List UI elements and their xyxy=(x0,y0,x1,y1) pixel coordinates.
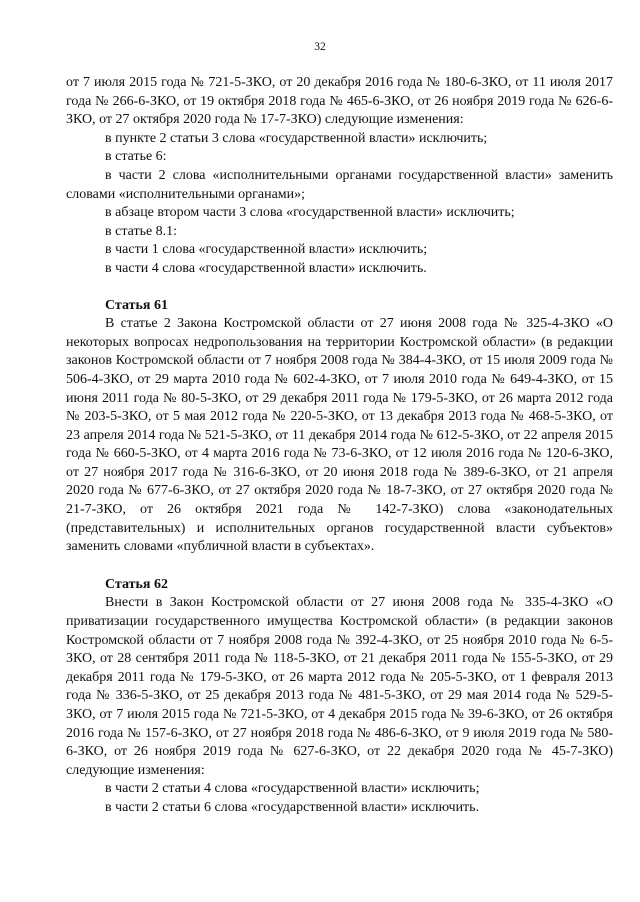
intro-item: в части 2 слова «исполнительными органами государственной власти» заменить словами «исполнительными органами»; xyxy=(66,167,613,202)
intro-item: в абзаце втором части 3 слова «государственной власти» исключить; xyxy=(105,205,515,221)
document-body xyxy=(66,74,613,818)
intro-item: в части 1 слова «государственной власти» исключить; xyxy=(105,242,428,258)
intro-item: в пункте 2 статьи 3 слова «государственной власти» исключить; xyxy=(105,130,488,146)
article-62-paragraph: Внести в Закон Костромской области от 27 июня 2008 года № 335-4-ЗКО «О приватизации государственного имущества Костромской области» (в редакции законов Костромской области от 7 ноября 2008 года № 392-4-ЗКО, от 25 ноября 2010 года № 6-5-ЗКО, от 28 сентября 2011 года № 118-5-ЗКО, от 21 декабря 2011 года № 155-5-ЗКО, от 29 декабря 2011 года № 179-5-ЗКО, от 26 марта 2012 года № 205-5-ЗКО, от 1 февраля 2013 года № 336-5-ЗКО, от 25 декабря 2013 года № 481-5-ЗКО, от 29 мая 2014 года № 529-5-ЗКО, от 7 июля 2015 года № 721-5-ЗКО, от 4 декабря 2015 года № 39-6-ЗКО, от 26 октября 2016 года № 157-6-ЗКО, от 27 ноября 2018 года № 486-6-ЗКО, от 9 июля 2019 года № 580-6-ЗКО, от 26 ноября 2019 года № 627-6-ЗКО, от 22 декабря 2020 года № 45-7-ЗКО) следующие изменения: xyxy=(66,595,613,778)
intro-item: в статье 8.1: xyxy=(105,223,178,239)
article-62-heading: Статья 62 xyxy=(105,576,168,592)
section-spacer xyxy=(66,557,613,576)
article-61-heading: Статья 61 xyxy=(105,297,168,313)
intro-item: в статье 6: xyxy=(105,149,167,165)
article-61-paragraph: В статье 2 Закона Костромской области от 27 июня 2008 года № 325-4-ЗКО «О некоторых вопросах недропользования на территории Костромской области» (в редакции законов Костромской области от 7 ноября 2008 года № 384-4-ЗКО, от 15 июля 2009 года № 506-4-ЗКО, от 29 марта 2010 года № 602-4-ЗКО, от 7 июля 2010 года № 649-4-ЗКО, от 15 июня 2011 года № 80-5-ЗКО, от 29 декабря 2011 года № 179-5-ЗКО, от 26 марта 2012 года № 203-5-ЗКО, от 5 мая 2012 года № 220-5-ЗКО, от 13 декабря 2013 года № 468-5-ЗКО, от 23 апреля 2014 года № 521-5-ЗКО, от 11 декабря 2014 года № 612-5-ЗКО, от 22 апреля 2015 года № 660-5-ЗКО, от 4 марта 2016 года № 73-6-ЗКО, от 12 июля 2016 года № 120-6-ЗКО, от 27 ноября 2017 года № 316-6-ЗКО, от 20 июня 2018 года № 389-6-ЗКО, от 21 апреля 2020 года № 677-6-ЗКО, от 27 октября 2020 года № 18-7-ЗКО, от 27 октября 2020 года № 21-7-ЗКО, от 26 октября 2021 года № 142-7-ЗКО) слова «законодательных (представительных) и исполнительных органов государственной власти субъектов» заменить словами «публичной власти в субъектах». xyxy=(66,316,613,555)
intro-item: в части 4 слова «государственной власти» исключить. xyxy=(105,260,427,276)
article-62-item: в части 2 статьи 4 слова «государственной власти» исключить; xyxy=(105,781,480,797)
article-62-item: в части 2 статьи 6 слова «государственной власти» исключить. xyxy=(105,799,480,815)
page-number: 32 xyxy=(314,41,326,53)
section-spacer xyxy=(66,279,613,297)
intro-paragraph: от 7 июля 2015 года № 721-5-ЗКО, от 20 декабря 2016 года № 180-6-ЗКО, от 11 июля 2017 года № 266-6-ЗКО, от 19 октября 2018 года № 465-6-ЗКО, от 26 ноября 2019 года № 626-6-ЗКО, от 27 октября 2020 года № 17-7-ЗКО) следующие изменения: xyxy=(66,75,613,128)
